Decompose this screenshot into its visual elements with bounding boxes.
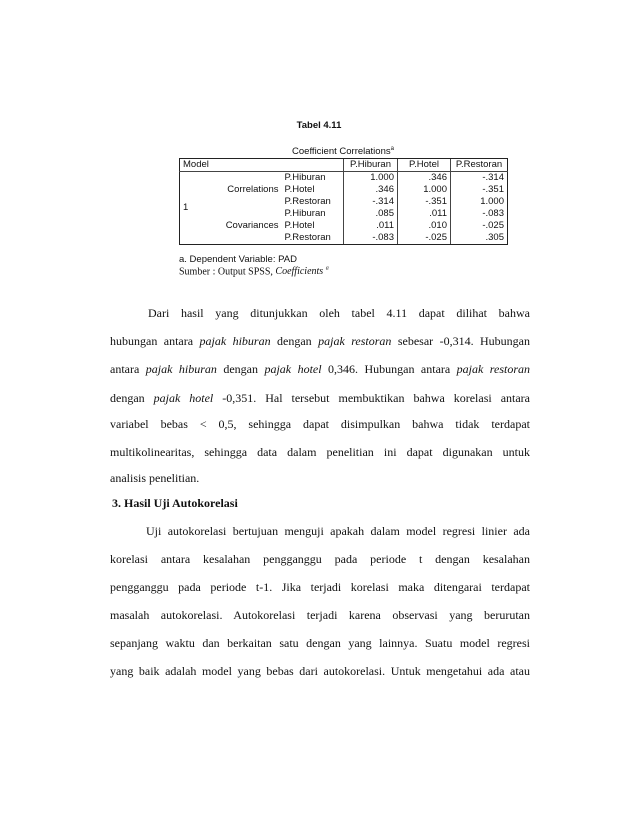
header-p-hotel: P.Hotel <box>398 159 451 172</box>
row-variable: P.Restoran <box>282 232 344 245</box>
header-p-restoran: P.Restoran <box>451 159 508 172</box>
paragraph-line: masalah autokorelasi. Autokorelasi terjadi karena observasi yang berurutan <box>110 608 530 622</box>
table-cell: -.025 <box>451 220 508 232</box>
header-p-hiburan: P.Hiburan <box>344 159 398 172</box>
group-label-covariances: Covariances <box>204 208 282 245</box>
table-footnote: a. Dependent Variable: PAD <box>179 254 297 265</box>
table-cell: -.083 <box>344 232 398 245</box>
paragraph-line: pengganggu pada periode t-1. Jika terjadi korelasi maka ditengarai terdapat <box>110 580 530 594</box>
paragraph-line: multikolinearitas, sehingga data dalam penelitian ini dapat digunakan untuk <box>110 445 530 459</box>
paragraph-line: korelasi antara kesalahan pengganggu pada periode t dengan kesalahan <box>110 552 530 566</box>
table-cell: .011 <box>398 208 451 220</box>
header-model: Model <box>180 159 344 172</box>
table-caption-text: Coefficient Correlations <box>292 146 391 158</box>
table-cell: 1.000 <box>344 172 398 185</box>
source-italic: Coefficients $^a$ <box>275 266 329 278</box>
table-row <box>180 172 508 185</box>
coefficient-correlations-table <box>179 158 508 245</box>
source-sup: a <box>325 266 329 272</box>
table-cell: -.314 <box>451 172 508 185</box>
table-cell: .010 <box>398 220 451 232</box>
table-title: Tabel 4.11 <box>296 120 342 131</box>
row-variable: P.Hotel <box>284 184 315 195</box>
section-heading: 3. Hasil Uji Autokorelasi <box>112 496 238 510</box>
table-cell: .085 <box>344 208 398 220</box>
paragraph-line: Uji autokorelasi bertujuan menguji apakah dalam model regresi linier ada <box>146 524 530 538</box>
table-cell: -.351 <box>398 196 451 208</box>
paragraph-line: variabel bebas < 0,5, sehingga dapat disimpulkan bahwa tidak terdapat <box>110 417 530 431</box>
paragraph-line: hubungan antara pajak hiburan dengan pajak restoran sebesar -0,314. Hubungan <box>110 334 531 348</box>
source-prefix: Sumber : Output SPSS, <box>179 266 276 278</box>
table-cell: -.083 <box>451 208 508 220</box>
table-cell: 1.000 <box>398 184 451 196</box>
table-source <box>179 266 329 277</box>
model-number: 1 <box>180 172 204 245</box>
table-caption <box>178 146 508 157</box>
table-cell: -.314 <box>344 196 398 208</box>
paragraph-line: Dari hasil yang ditunjukkan oleh tabel 4.11 dapat dilihat bahwa <box>148 306 530 320</box>
row-variable: P.Hotel <box>284 220 315 231</box>
paragraph-line: antara pajak hiburan dengan pajak hotel 0,346. Hubungan antara pajak restoran <box>110 362 531 376</box>
table-cell: 1.000 <box>451 196 508 208</box>
table-row <box>180 208 508 220</box>
group-label-correlations: Correlations <box>227 184 279 195</box>
paragraph-line: yang baik adalah model yang bebas dari autokorelasi. Untuk mengetahui ada atau <box>110 664 530 678</box>
table-cell: .011 <box>344 220 398 232</box>
paragraph-line: sepanjang waktu dan berkaitan satu dengan yang lainnya. Suatu model regresi <box>110 636 530 650</box>
paragraph-line: dengan pajak hotel -0,351. Hal tersebut membuktikan bahwa korelasi antara <box>110 391 531 405</box>
table-cell: -.351 <box>451 184 508 196</box>
paragraph-line: analisis penelitian. <box>110 471 200 485</box>
table-cell: .305 <box>451 232 508 245</box>
row-variable: P.Restoran <box>284 196 331 207</box>
table-header-row <box>180 159 508 172</box>
row-variable: P.Hiburan <box>284 172 326 183</box>
table-cell: .346 <box>344 184 398 196</box>
table-cell: .346 <box>398 172 451 185</box>
table-cell: -.025 <box>398 232 451 245</box>
table-caption-sup: a <box>390 146 394 152</box>
row-variable: P.Hiburan <box>284 208 326 219</box>
